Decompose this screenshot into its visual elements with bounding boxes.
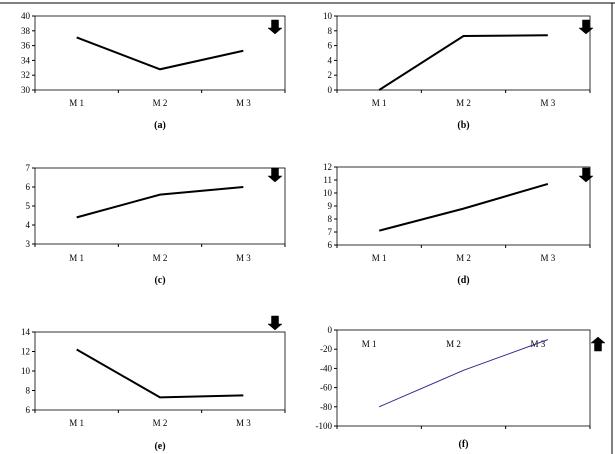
y-tick-label: 10 <box>323 11 332 21</box>
y-tick-label: 0 <box>327 85 332 95</box>
x-tick-label: M 1 <box>371 98 387 108</box>
chart-panel <box>323 11 593 131</box>
y-tick-label: 5 <box>25 201 30 211</box>
y-tick-label: 10 <box>21 366 30 376</box>
x-tick-label: M 1 <box>69 98 85 108</box>
x-tick-label: M 2 <box>456 253 471 263</box>
y-tick-label: 40 <box>21 11 30 21</box>
y-tick-label: -100 <box>315 421 332 431</box>
y-tick-label: 30 <box>21 85 30 95</box>
panel-caption: (a) <box>154 120 166 131</box>
up-arrow-icon <box>591 337 605 351</box>
panel-caption: (d) <box>457 275 470 286</box>
plot-area-frame <box>337 167 590 245</box>
chart-panel <box>323 162 593 286</box>
chart-panel <box>21 316 285 452</box>
y-tick-label: 12 <box>21 346 30 357</box>
y-tick-label: 6 <box>25 405 30 415</box>
panel-caption: (e) <box>154 441 166 452</box>
panel-caption: (c) <box>154 275 166 286</box>
x-tick-label: M 2 <box>456 98 471 108</box>
down-arrow-icon <box>579 168 593 182</box>
y-tick-label: 6 <box>327 40 332 51</box>
y-tick-label: -20 <box>320 344 332 355</box>
down-arrow-icon <box>579 20 593 34</box>
plot-area-frame <box>35 16 285 90</box>
y-tick-label: 6 <box>25 182 30 192</box>
y-tick-label: 38 <box>21 25 30 36</box>
chart-panels <box>21 11 605 452</box>
x-tick-label: M 3 <box>235 98 251 108</box>
plot-area-frame <box>35 168 285 244</box>
y-tick-label: 9 <box>327 201 332 211</box>
series-line <box>379 184 548 231</box>
x-tick-label: M 2 <box>446 339 461 349</box>
chart-panel <box>316 325 606 450</box>
series-line <box>77 350 244 398</box>
y-tick-label: 7 <box>327 227 332 237</box>
x-tick-label: M 3 <box>530 339 546 349</box>
y-tick-label: 4 <box>25 220 30 230</box>
y-tick-label: 8 <box>25 385 30 396</box>
down-arrow-icon <box>268 20 282 34</box>
series-line <box>77 37 244 69</box>
y-tick-label: 7 <box>25 163 30 173</box>
y-tick-label: -60 <box>320 382 332 393</box>
series-line <box>77 187 244 217</box>
chart-panel <box>21 11 285 131</box>
x-tick-label: M 1 <box>361 339 377 349</box>
y-tick-label: -80 <box>320 401 332 412</box>
x-tick-label: M 2 <box>152 98 168 108</box>
down-arrow-icon <box>268 316 282 330</box>
y-tick-label: 2 <box>327 70 332 81</box>
y-tick-label: 34 <box>21 55 30 66</box>
y-tick-label: 36 <box>21 40 30 51</box>
plot-area-frame <box>337 16 590 90</box>
x-tick-label: M 3 <box>540 253 556 263</box>
series-line <box>379 340 548 407</box>
chart-panel <box>26 163 286 286</box>
y-tick-label: 14 <box>21 327 30 337</box>
y-tick-label: 12 <box>323 162 332 172</box>
series-line <box>379 35 548 90</box>
y-tick-label: 8 <box>327 25 332 36</box>
x-tick-label: M 3 <box>235 253 251 263</box>
x-tick-label: M 1 <box>371 253 387 263</box>
panel-caption: (b) <box>457 120 470 131</box>
x-tick-label: M 3 <box>235 418 251 428</box>
x-tick-label: M 1 <box>69 253 85 263</box>
y-tick-label: 11 <box>323 175 332 185</box>
y-tick-label: 4 <box>327 55 332 66</box>
y-tick-label: 0 <box>327 325 332 335</box>
y-tick-label: 8 <box>327 214 332 224</box>
y-tick-label: 3 <box>25 239 30 249</box>
y-tick-label: -40 <box>320 363 332 374</box>
y-tick-label: 10 <box>323 188 332 198</box>
panel-caption: (f) <box>458 439 469 450</box>
y-tick-label: 32 <box>21 70 30 81</box>
x-tick-label: M 1 <box>69 418 85 428</box>
y-tick-label: 6 <box>327 240 332 250</box>
x-tick-label: M 2 <box>152 418 168 428</box>
down-arrow-icon <box>268 168 282 182</box>
x-tick-label: M 3 <box>540 98 556 108</box>
x-tick-label: M 2 <box>152 253 168 263</box>
